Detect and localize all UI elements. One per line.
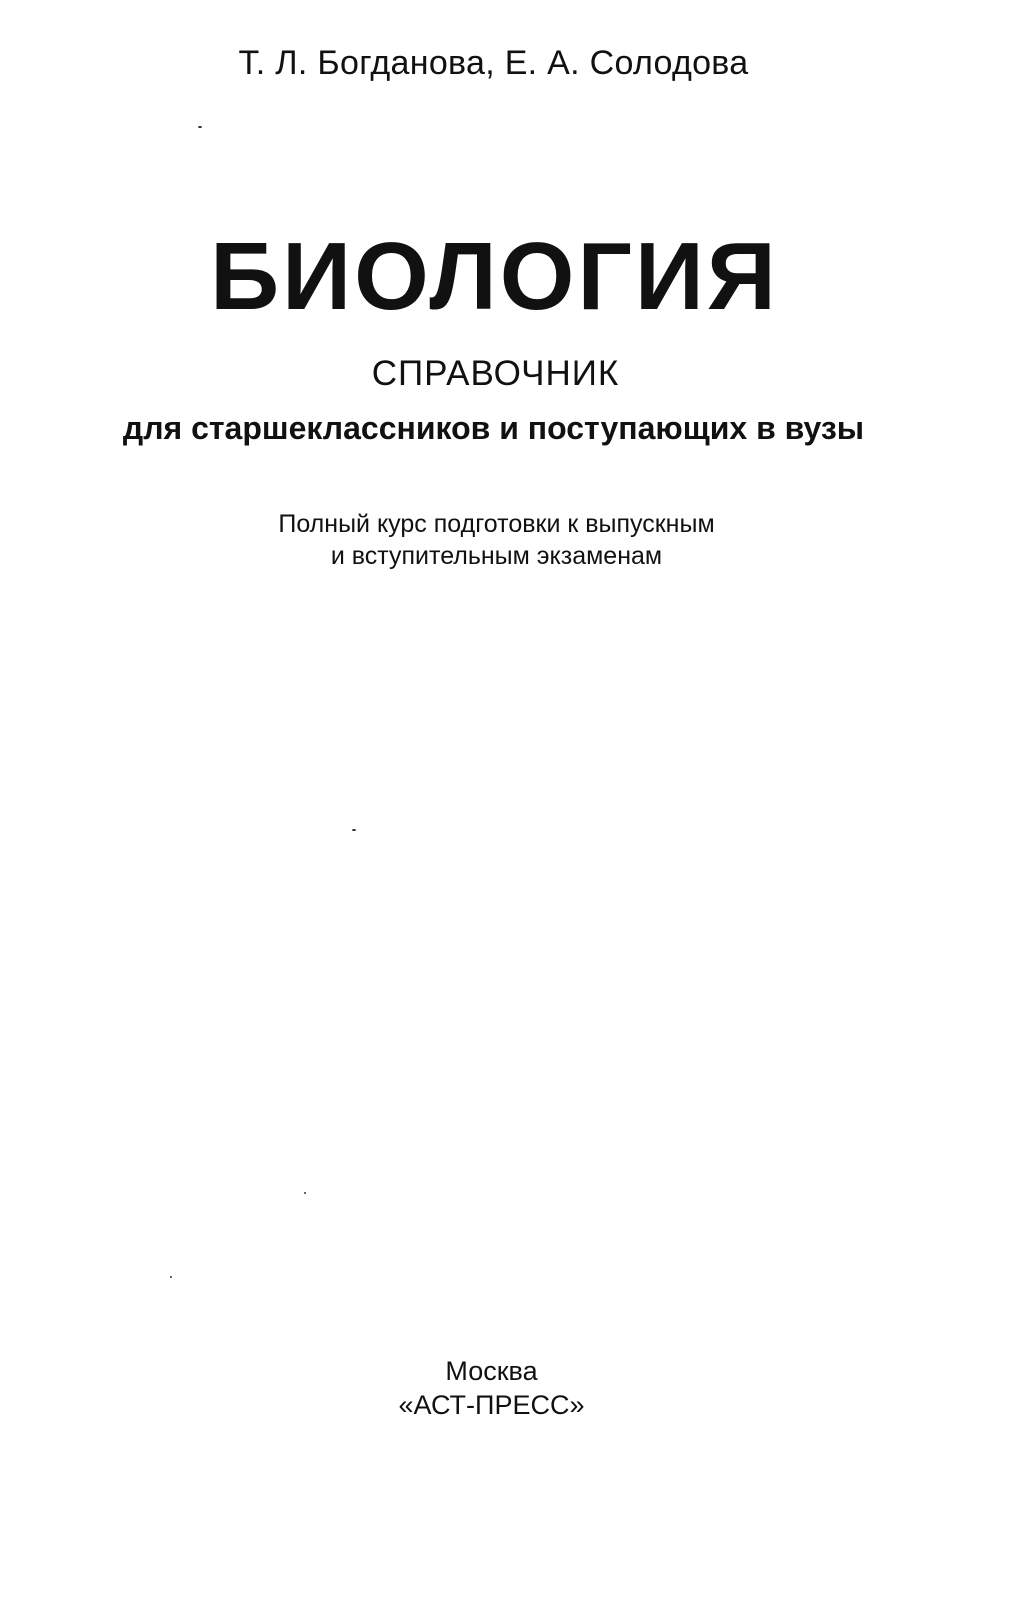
scan-speck xyxy=(170,1276,172,1278)
publisher-name: «АСТ-ПРЕСС» xyxy=(398,1390,585,1420)
book-title: БИОЛОГИЯ xyxy=(210,223,779,330)
book-subtitle: СПРАВОЧНИК xyxy=(371,354,620,393)
scan-speck xyxy=(352,829,356,831)
authors: Т. Л. Богданова, Е. А. Солодова xyxy=(238,44,749,82)
target-audience: для старшеклассников и поступающих в вузы xyxy=(122,410,865,446)
publication-city: Москва xyxy=(445,1356,538,1386)
scan-speck xyxy=(198,126,202,128)
course-description-line-2: и вступительным экзаменам xyxy=(330,542,663,570)
scan-speck xyxy=(304,1192,306,1194)
course-description-line-1: Полный курс подготовки к выпускным xyxy=(278,510,715,538)
